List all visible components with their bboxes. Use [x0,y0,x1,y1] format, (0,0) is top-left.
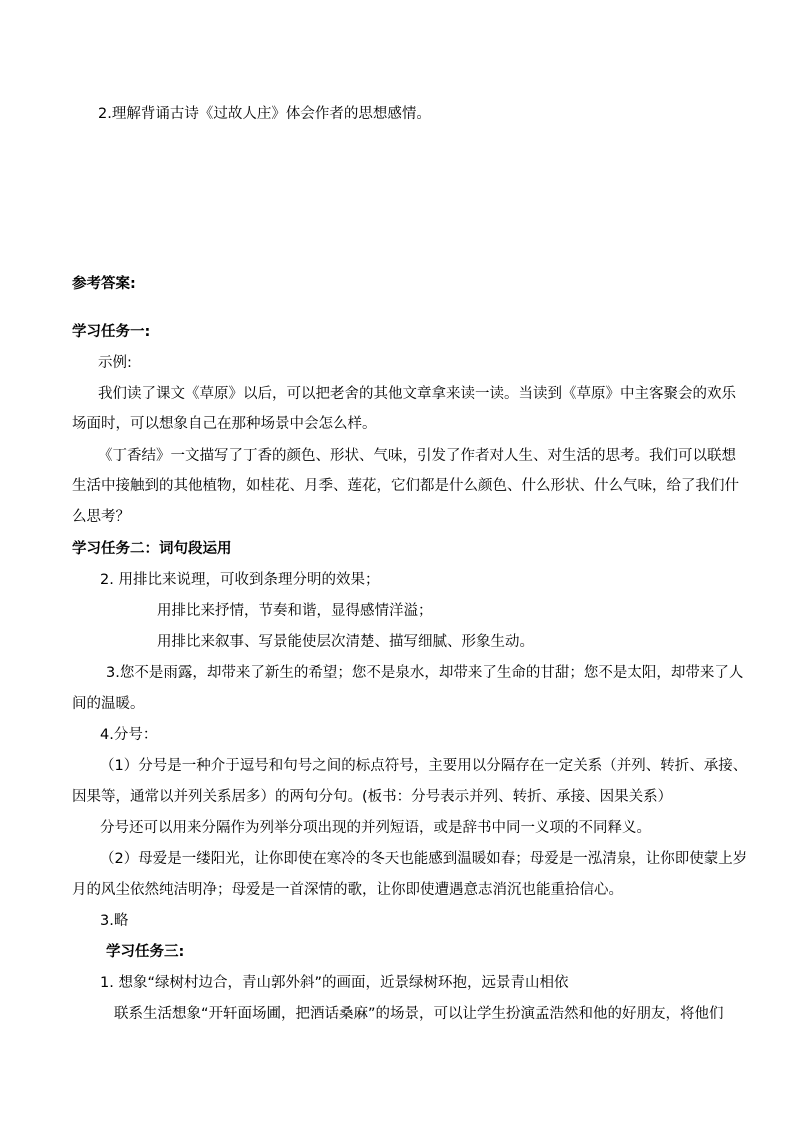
text-line: 2.理解背诵古诗《过故人庄》体会作者的思想感情。 [98,106,431,122]
text-line: （2）母爱是一缕阳光，让你即使在寒冷的冬天也能感到温暖如春；母爱是一泓清泉，让你即使蒙上岁 [100,851,748,867]
text-line: 生活中接触到的其他植物，如桂花、月季、莲花，它们都是什么颜色、什么形状、什么气味，给了我们什 [72,478,739,494]
text-line: 么思考？ [72,509,130,525]
section-heading-task3: 学习任务三: [106,944,185,960]
section-heading-answers: 参考答案: [72,276,136,292]
text-line: 我们读了课文《草原》以后，可以把老舍的其他文章拿来读一读。当读到《草原》中主客聚会的欢乐 [98,386,736,402]
section-heading-task2: 学习任务二：词句段运用 [72,541,232,557]
text-line: 1. 想象“绿树村边合，青山郭外斜”的画面，近景绿树环抱，远景青山相依 [100,975,569,991]
section-heading-task1: 学习任务一: [72,324,151,340]
text-line: 示例: [98,355,132,371]
text-line: 《丁香结》一文描写了丁香的颜色、形状、气味，引发了作者对人生、对生活的思考。我们可以联想 [98,448,736,464]
text-line: 场面时，可以想象自己在那种场景中会怎么样。 [72,416,377,432]
text-line: 月的风尘依然纯洁明净；母爱是一首深情的歌，让你即使遭遇意志消沉也能重拾信心。 [72,882,623,898]
text-line: 3.略 [100,913,129,929]
text-line: 间的温暖。 [72,696,145,712]
text-line: 3.您不是雨露，却带来了新生的希望；您不是泉水，却带来了生命的甘甜；您不是太阳，却带来了人 [106,665,744,681]
text-line: （1）分号是一种介于逗号和句号之间的标点符号，主要用以分隔存在一定关系（并列、转折、承接、 [100,758,748,774]
text-line: 因果等，通常以并列关系居多）的两句分句。(板书：分号表示并列、转折、承接、因果关系） [72,789,673,805]
text-line: 用排比来抒情，节奏和谐，显得感情洋溢； [157,603,433,619]
text-line: 用排比来叙事、写景能使层次清楚、描写细腻、形象生动。 [157,634,534,650]
text-line: 4.分号： [100,727,158,743]
text-line: 2. 用排比来说理，可收到条理分明的效果； [100,572,380,588]
text-line: 分号还可以用来分隔作为列举分项出现的并列短语，或是辞书中同一义项的不同释义。 [100,820,651,836]
text-line: 联系生活想象“开轩面场圃，把酒话桑麻”的场景，可以让学生扮演孟浩然和他的好朋友，将他们 [114,1006,724,1022]
